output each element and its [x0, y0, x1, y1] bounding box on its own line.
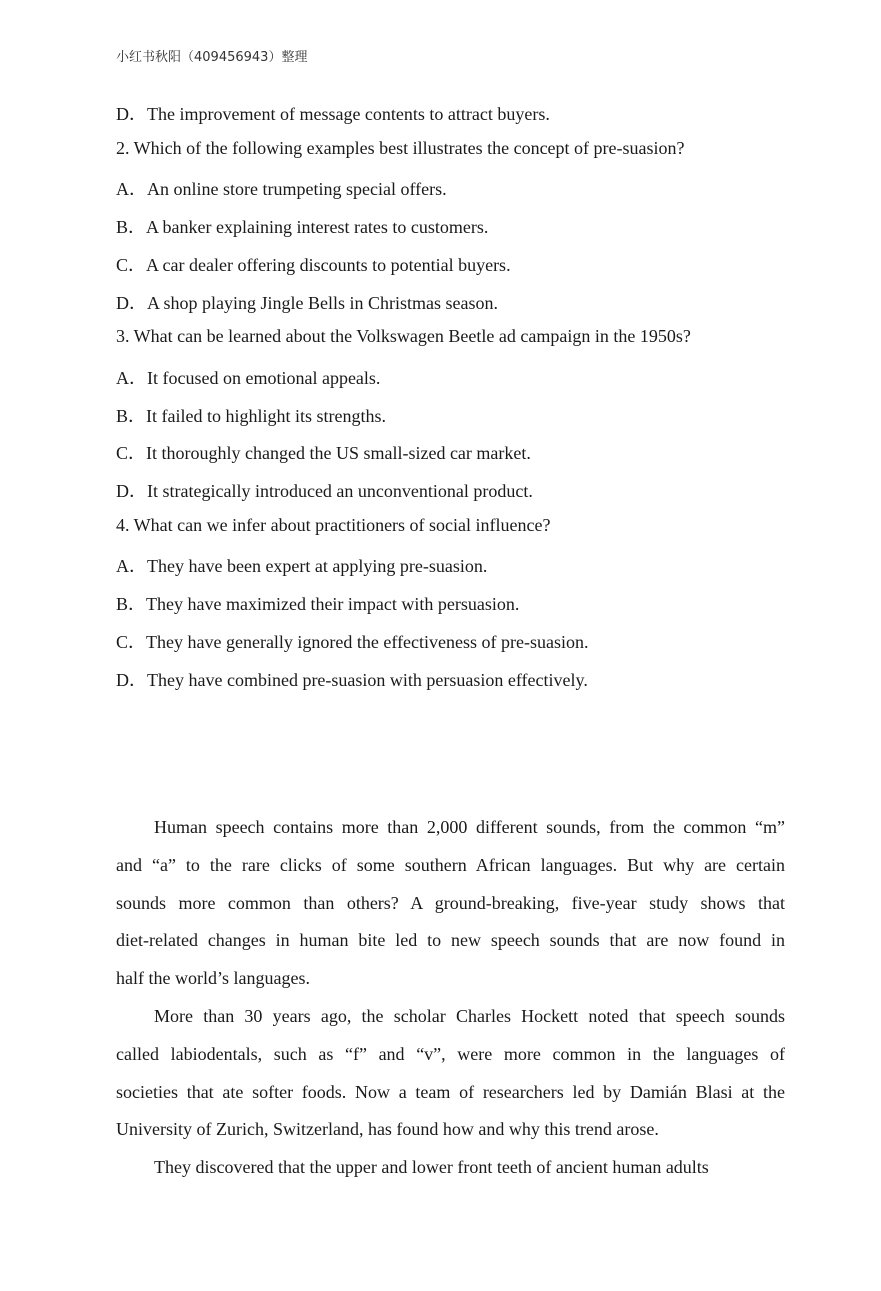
passage-line: diet-related changes in human bite led to new speech sounds that are now found in [116, 930, 785, 951]
answer-option: B．It failed to highlight its strengths. [116, 405, 386, 426]
passage-line: University of Zurich, Switzerland, has found how and why this trend arose. [116, 1119, 659, 1140]
answer-option: C．It thoroughly changed the US small-sized car market. [116, 443, 531, 464]
answer-option: D．The improvement of message contents to attract buyers. [116, 104, 550, 124]
passage-line: Human speech contains more than 2,000 different sounds, from the common “m” [154, 817, 785, 837]
passage-line: half the world’s languages. [116, 968, 310, 989]
answer-option: A．They have been expert at applying pre-suasion. [116, 556, 488, 577]
answer-option: A．An online store trumpeting special offers. [116, 179, 447, 200]
passage-line: societies that ate softer foods. Now a team of researchers led by Damián Blasi at the [116, 1081, 785, 1102]
answer-option: B．They have maximized their impact with persuasion. [116, 594, 520, 615]
question-stem: 2. Which of the following examples best illustrates the concept of pre-suasion? [116, 137, 685, 158]
answer-option: C．They have generally ignored the effectiveness of pre-suasion. [116, 631, 589, 652]
question-stem: 3. What can be learned about the Volkswagen Beetle ad campaign in the 1950s? [116, 326, 691, 347]
passage-line: called labiodentals, such as “f” and “v”, were more common in the languages of [116, 1043, 785, 1064]
question-stem: 4. What can we infer about practitioners of social influence? [116, 514, 551, 535]
passage-line: They discovered that the upper and lower front teeth of ancient human adults [154, 1157, 709, 1178]
answer-option: D．A shop playing Jingle Bells in Christmas season. [116, 292, 498, 313]
answer-option: D．It strategically introduced an unconventional product. [116, 481, 533, 501]
answer-option: B．A banker explaining interest rates to customers. [116, 217, 489, 238]
page-header: 小红书秋阳（409456943）整理 [116, 50, 308, 65]
answer-option: D．They have combined pre-suasion with persuasion effectively. [116, 669, 588, 690]
passage-line: More than 30 years ago, the scholar Charles Hockett noted that speech sounds [154, 1006, 785, 1026]
answer-option: A．It focused on emotional appeals. [116, 367, 381, 388]
passage-line: sounds more common than others? A ground-breaking, five-year study shows that [116, 892, 785, 913]
answer-option: C．A car dealer offering discounts to potential buyers. [116, 254, 511, 275]
passage-line: and “a” to the rare clicks of some southern African languages. But why are certain [116, 854, 785, 875]
